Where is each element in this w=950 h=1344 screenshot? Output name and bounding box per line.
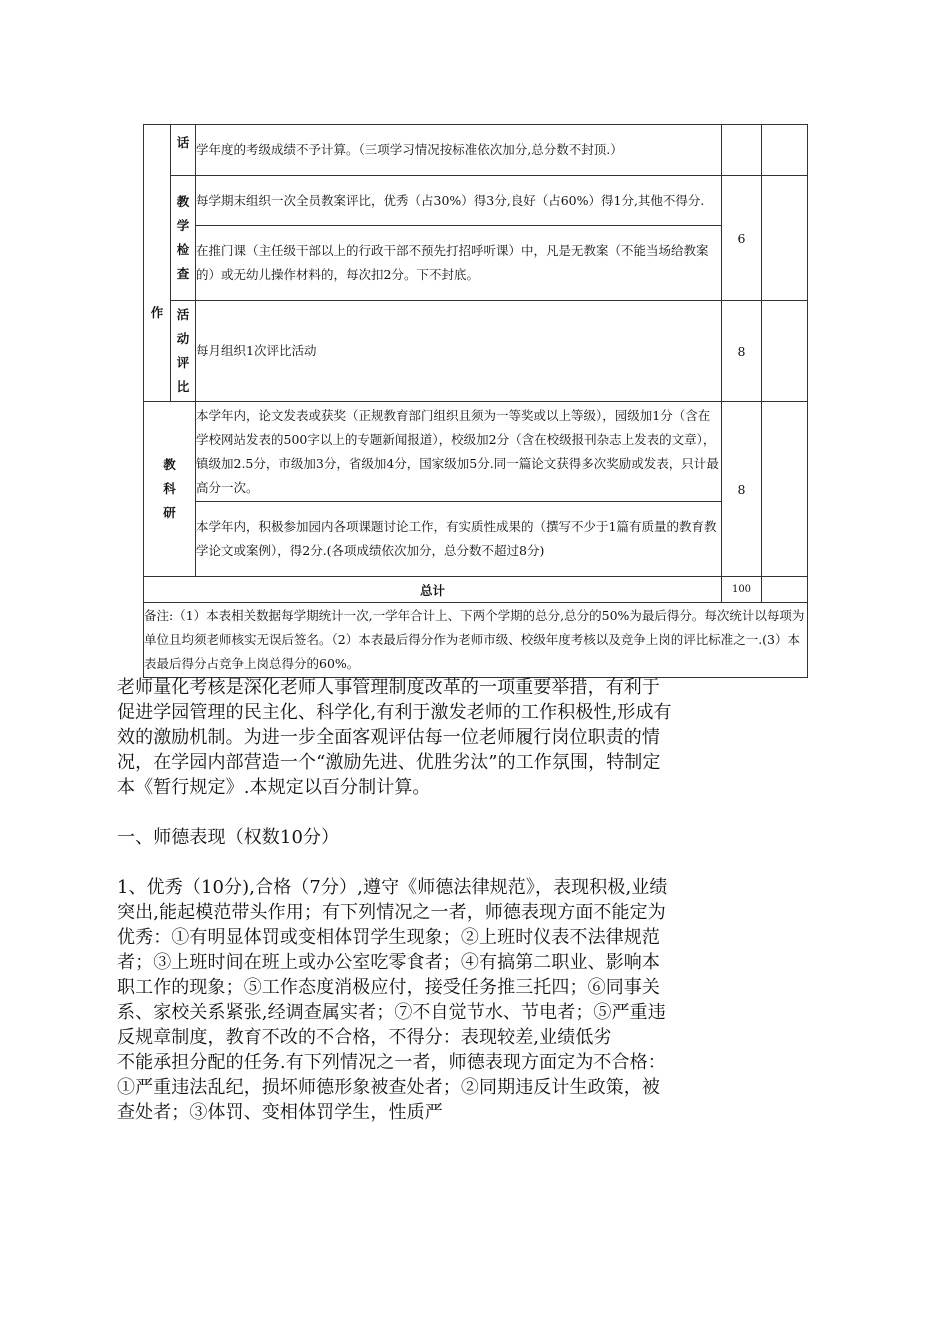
table-row [144,402,808,502]
criteria-text: 每学期末组织一次全员教案评比，优秀（占30%）得3分,良好（占60%）得1分,其他不得分. [196,176,722,226]
criteria-text: 每月组织1次评比活动 [196,301,722,402]
score-cell [762,402,808,577]
subcategory-cell [171,301,196,402]
total-points: 100 [722,577,762,603]
score-cell [762,577,808,603]
subcategory-cell [171,176,196,301]
score-cell [762,301,808,402]
subcategory-cell [171,125,196,176]
subcategory-label: 活动评比 [176,307,190,394]
body-text [117,675,672,1125]
table-row [144,125,808,176]
criteria-text: 本学年内，积极参加园内各项课题讨论工作，有实质性成果的（撰写不少于1篇有质量的教育教学论文或案例），得2分.(各项成绩依次加分，总分数不超过8分) [196,502,722,577]
assessment-table [143,124,808,678]
subcategory-label: 话 [176,135,190,150]
intro-paragraph: 老师量化考核是深化老师人事管理制度改革的一项重要举措，有利于促进学园管理的民主化、科学化,有利于激发老师的工作积极性,形成有效的激励机制。为进一步全面客观评估每一位老师履行岗位职责的情况，在学园内部营造一个“激励先进、优胜劣汰”的工作氛围，特制定本《暂行规定》.本规定以百分制计算。 [117,677,672,798]
points-cell: 8 [722,301,762,402]
criteria-text: 学年度的考级成绩不予计算。（三项学习情况按标准依次加分,总分数不封顶.） [196,125,722,176]
table-row [144,176,808,226]
table-row-note [144,603,808,678]
points-cell: 6 [722,176,762,301]
points-cell [722,125,762,176]
subcategory-label: 教学检查 [176,194,190,281]
table-row [144,226,808,301]
criteria-text: 本学年内，论文发表或获奖（正规教育部门组织且须为一等奖或以上等级），园级加1分（含在学校网站发表的500字以上的专题新闻报道），校级加2分（含在校级报刊杂志上发表的文章），镇级加2.5分，市级加3分，省级加4分，国家级加5分.同一篇论文获得多次奖励或发表，只计最高分一次。 [196,402,722,502]
category-cell-research [144,402,196,577]
section-heading: 一、师德表现（权数10分） [117,827,340,848]
table-row [144,502,808,577]
category-label: 作 [150,305,164,320]
table-note: 备注:（1）本表相关数据每学期统计一次,一学年合计上、下两个学期的总分,总分的50%为最后得分。每次统计以每项为单位且均须老师核实无误后签名。（2）本表最后得分作为老师市级、校级年度考核以及竞争上岗的评比标准之一.(3）本表最后得分占竞争上岗总得分的60%。 [144,603,808,678]
table-row-total [144,577,808,603]
category-label: 教科研 [163,457,176,520]
criteria-text: 在推门课（主任级干部以上的行政干部不预先打招呼听课）中，凡是无教案（不能当场给教案的）或无幼儿操作材料的，每次扣2分。下不封底。 [196,226,722,301]
item-paragraph: 1、优秀（10分),合格（7分）,遵守《师德法律规范》，表现积极,业绩突出,能起模范带头作用；有下列情况之一者，师德表现方面不能定为优秀：①有明显体罚或变相体罚学生现象；②上班时仪表不法律规范者；③上班时间在班上或办公室吃零食者；④有搞第二职业、影响本职工作的现象；⑤工作态度消极应付，接受任务推三托四；⑥同事关系、家校关系紧张,经调查属实者；⑦不自觉节水、节电者；⑤严重违反规章制度，教育不改的不合格，不得分：表现较差,业绩低劣 [117,877,668,1048]
category-cell-work [144,125,171,402]
item-paragraph-continued: 不能承担分配的任务.有下列情况之一者，师德表现方面定为不合格：①严重违法乱纪，损坏师德形象被查处者；②同期违反计生政策，被查处者；③体罚、变相体罚学生，性质严 [117,1052,666,1123]
score-cell [762,176,808,301]
table-row [144,301,808,402]
total-label: 总计 [144,577,722,603]
points-cell: 8 [722,402,762,577]
score-cell [762,125,808,176]
